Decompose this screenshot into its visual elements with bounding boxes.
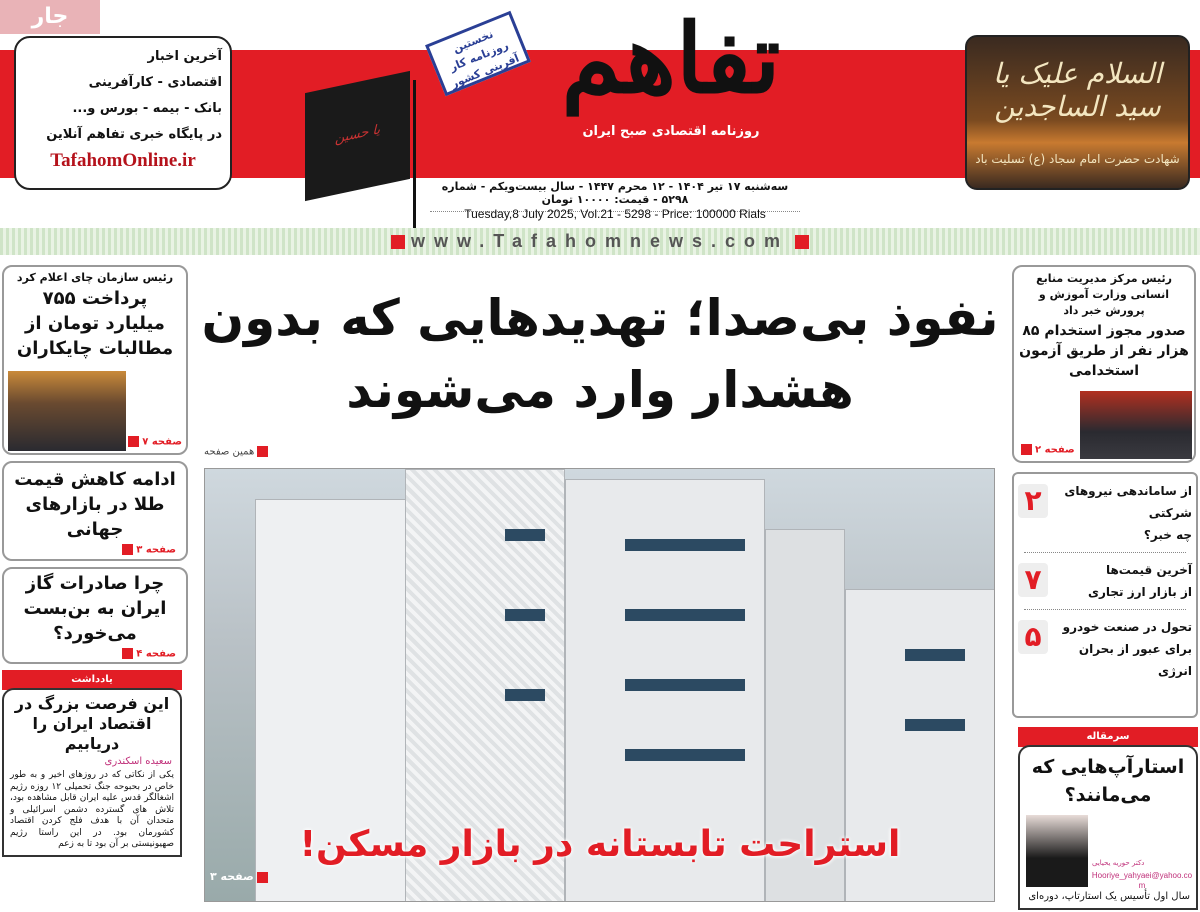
same-page-ref[interactable] — [204, 446, 271, 458]
index-item[interactable] — [1014, 480, 1196, 546]
page-ref[interactable] — [12, 542, 178, 559]
note-author: سعیده اسکندری — [104, 756, 172, 767]
index-item[interactable] — [1014, 559, 1196, 603]
newspaper-logo: تفاهم — [561, 2, 781, 115]
promo-line: بانک - بیمه - بورس و... — [72, 101, 222, 116]
story-kicker: رئیس مرکز مدیریت منابع انسانی وزارت آموزش و پرورش خبر داد — [1036, 272, 1172, 317]
arrow-icon — [122, 544, 133, 555]
story-photo — [8, 371, 126, 451]
author-photo — [1026, 815, 1088, 887]
index-list — [1012, 472, 1198, 718]
divider — [1024, 552, 1186, 553]
photo-caption[interactable]: استراحت تابستانه در بازار مسکن! — [299, 824, 901, 865]
editorial-column[interactable] — [1018, 727, 1198, 912]
mourning-title: السلام علیک یا سید الساجدین — [993, 57, 1162, 123]
page-label: صفحه ۲ — [1035, 444, 1075, 455]
right-story-hiring[interactable] — [1012, 265, 1196, 463]
arrow-icon — [391, 235, 405, 249]
photo-page-ref[interactable] — [210, 870, 271, 883]
window — [625, 539, 745, 551]
stamp-badge: نخستین روزنامه کار آفرینی کشور — [425, 11, 531, 96]
arrow-icon — [257, 872, 268, 883]
promo-line: آخرین اخبار — [147, 49, 222, 64]
promo-url-link[interactable]: TafahomOnline.ir — [50, 150, 196, 171]
window — [905, 719, 965, 731]
note-column[interactable] — [2, 670, 182, 857]
watermark-logo: جار — [0, 0, 100, 34]
index-line: تحول در صنعت خودرو — [1062, 620, 1192, 634]
left-story-gas[interactable] — [2, 567, 188, 665]
index-line: چه خبر؟ — [1143, 528, 1192, 542]
arrow-icon — [1021, 444, 1032, 455]
website-link[interactable]: www.Tafahomnews.com — [410, 231, 790, 251]
promo-line: در پایگاه خبری تفاهم آنلاین — [46, 127, 222, 142]
arrow-icon — [257, 446, 268, 457]
section-label: سرمقاله — [1018, 727, 1198, 747]
page-ref[interactable] — [125, 436, 182, 448]
index-item[interactable] — [1014, 616, 1196, 682]
page-label: صفحه ۳ — [136, 544, 176, 556]
page-ref[interactable] — [1018, 444, 1075, 456]
editorial-title: استارآپ‌هایی که می‌مانند؟ — [1031, 756, 1185, 806]
website-bar[interactable] — [0, 228, 1200, 255]
window — [625, 679, 745, 691]
window — [905, 649, 965, 661]
index-line: برای عبور از بحران انرژی — [1078, 642, 1192, 678]
story-kicker: رئیس سازمان چای اعلام کرد — [16, 271, 174, 284]
page-label: همین صفحه — [204, 446, 255, 458]
promo-line: اقتصادی - کارآفرینی — [88, 75, 222, 90]
section-label: یادداشت — [2, 670, 182, 690]
story-photo — [1080, 391, 1192, 459]
window — [625, 749, 745, 761]
window — [505, 609, 545, 621]
editorial-email[interactable]: Hooriye_yahyaei@yahoo.com — [1091, 871, 1193, 890]
arrow-icon — [122, 648, 133, 659]
editorial-body: سال اول تأسیس یک استارتاپ، دوره‌ای — [1028, 891, 1190, 902]
black-flag: یا حسین — [305, 71, 410, 201]
flag-pole — [413, 80, 416, 250]
left-story-gold[interactable] — [2, 461, 188, 561]
page-label: صفحه ۳ — [210, 870, 254, 883]
window — [505, 689, 545, 701]
date-line-english: Tuesday,8 July 2025, Vol.21 - 5298 - Price: 100000 Rials — [464, 207, 766, 221]
page-number: ۷ — [1018, 563, 1048, 597]
page-label: صفحه ۴ — [136, 648, 176, 659]
index-line: از ساماندهی نیروهای شرکتی — [1064, 484, 1192, 520]
note-title: این فرصت بزرگ در اقتصاد ایران را دریابیم — [14, 694, 170, 753]
main-headline[interactable]: نفوذ بی‌صدا؛ تهدیدهایی که بدون هشدار وارد می‌شوند — [201, 289, 999, 419]
note-body: یکی از نکاتی که در روزهای اخیر و به طور خاص در بحبوحه جنگ تحمیلی ۱۲ روزه رژیم اشغالگر قدس علیه ایران قابل مشاهده بود، تلاش های گسترده دشمن اسرائیلی و متحدان آن با هدف فلج کردن اقتصاد کشورمان بود. در این راستا رژیم صهیونیستی بر آن بود تا به زعم — [10, 770, 174, 849]
left-story-tea[interactable] — [2, 265, 188, 455]
page-ref[interactable] — [12, 646, 178, 663]
window — [625, 609, 745, 621]
editorial-author: دکتر حوریه یحیایی — [1092, 859, 1145, 867]
arrow-icon — [128, 436, 139, 447]
story-headline: ادامه کاهش قیمت طلا در بازارهای جهانی — [14, 469, 176, 540]
page-label: صفحه ۷ — [142, 436, 182, 447]
divider — [1024, 609, 1186, 610]
mourning-subtitle: شهادت حضرت امام سجاد (ع) تسلیت باد — [975, 152, 1180, 166]
index-line: از بازار ارز تجاری — [1088, 585, 1192, 599]
left-column — [2, 265, 188, 857]
story-headline: پرداخت ۷۵۵ میلیارد تومان از مطالبات چایکاران — [16, 288, 174, 359]
window — [505, 529, 545, 541]
index-line: آخرین قیمت‌ها — [1105, 563, 1192, 577]
story-headline: چرا صادرات گاز ایران به بن‌بست می‌خورد؟ — [23, 572, 167, 644]
mourning-banner — [965, 35, 1190, 190]
page-number: ۲ — [1018, 484, 1048, 518]
arrow-icon — [795, 235, 809, 249]
date-line-persian: سه‌شنبه ۱۷ تیر ۱۴۰۴ - ۱۲ محرم ۱۴۴۷ - سال بیست‌ویکم - شماره ۵۲۹۸ - قیمت: ۱۰۰۰۰ تومان — [430, 180, 800, 212]
tagline: روزنامه اقتصادی صبح ایران — [582, 124, 760, 139]
story-headline: صدور مجوز استخدام ۸۵ هزار نفر از طریق آزمون استخدامی — [1019, 323, 1189, 379]
online-promo-box[interactable] — [14, 36, 232, 190]
page-number: ۵ — [1018, 620, 1048, 654]
